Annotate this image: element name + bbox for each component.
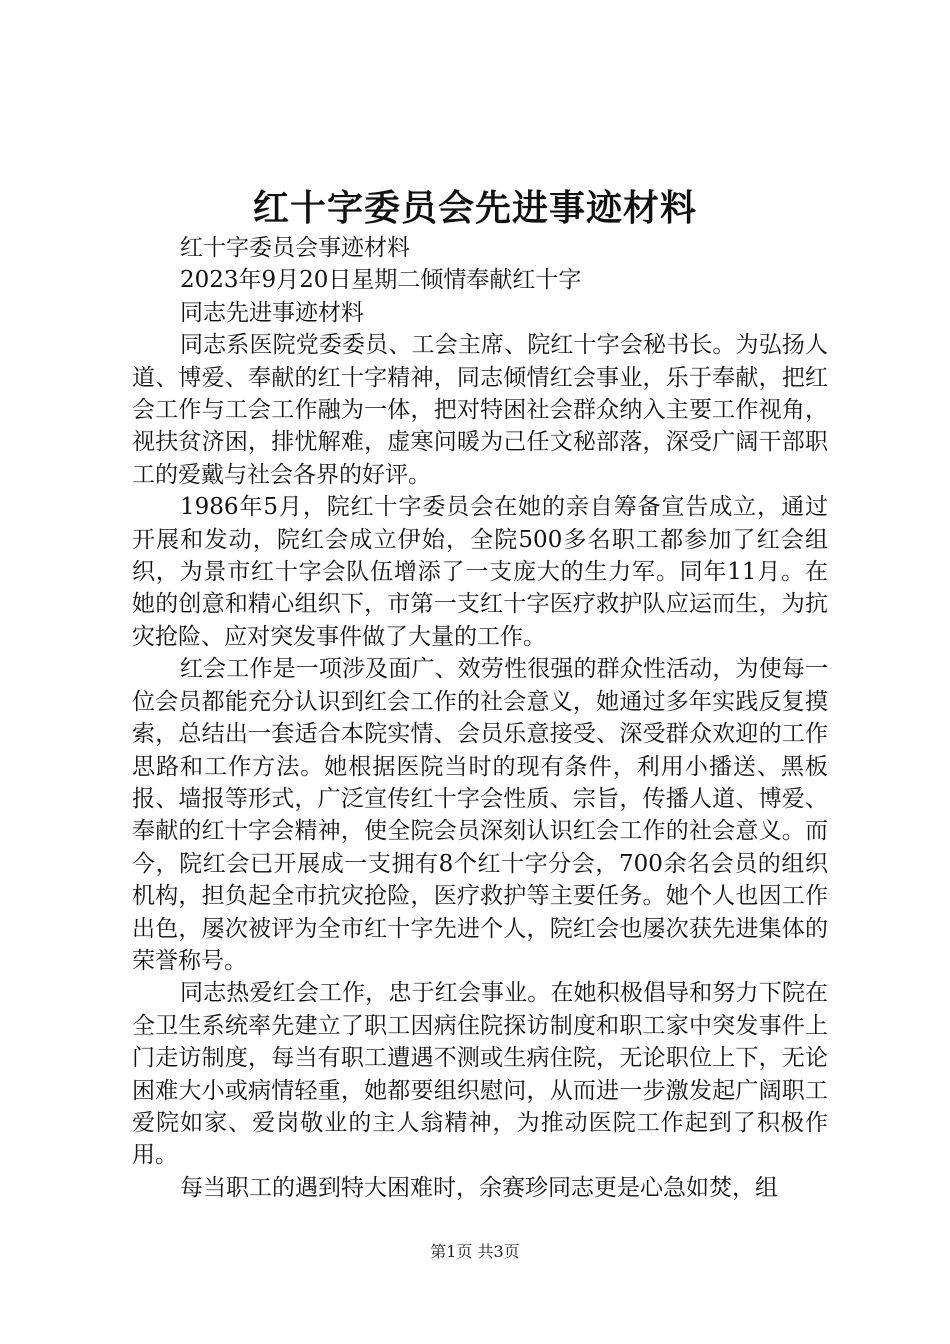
paragraph-2: 1986年5月，院红十字委员会在她的亲自筹备宣告成立，通过开展和发动，院红会成立伊始，全院500多名职工都参加了红会组织，为景市红十字会队伍增添了一支庞大的生力军。同年11月。在她的创意和精心组织下，市第一支红十字医疗救护队应运而生，为抗灾抢险、应对突发事件做了大量的工作。 <box>132 494 828 650</box>
paragraph-1: 同志系医院党委委员、工会主席、院红十字会秘书长。为弘扬人道、博爱、奉献的红十字精神，同志倾情红会事业，乐于奉献，把红会工作与工会工作融为一体，把对特困社会群众纳入主要工作视角，视扶贫济困，排忧解难，虚寒问暖为己任文秘部落，深受广阔干部职工的爱戴与社会各界的好评。 <box>132 332 828 488</box>
page-footer: 第1页 共3页 <box>430 1242 520 1261</box>
header-line-2: 2023年9月20日星期二倾情奉献红十字 <box>180 267 582 294</box>
document-body <box>132 232 828 1204</box>
paragraph-4: 同志热爱红会工作，忠于红会事业。在她积极倡导和努力下院在全卫生系统率先建立了职工因病住院探访制度和职工家中突发事件上门走访制度，每当有职工遭遇不测或生病住院，无论职位上下，无论困难大小或病情轻重，她都要组织慰问，从而进一步激发起广阔职工爱院如家、爱岗敬业的主人翁精神，为推动医院工作起到了积极作用。 <box>132 980 828 1169</box>
paragraph-5: 每当职工的遇到特大困难时，余赛珍同志更是心急如焚，组 <box>180 1174 778 1201</box>
document-title: 红十字委员会先进事迹材料 <box>252 187 697 229</box>
header-line-3: 同志先进事迹材料 <box>180 299 364 326</box>
paragraph-3: 红会工作是一项涉及面广、效劳性很强的群众性活动，为使每一位会员都能充分认识到红会工作的社会意义，她通过多年实践反复摸索，总结出一套适合本院实情、会员乐意接受、深受群众欢迎的工作思路和工作方法。她根据医院当时的现有条件，利用小播送、黑板报、墙报等形式，广泛宣传红十字会性质、宗旨，传播人道、博爱、奉献的红十字会精神，使全院会员深刻认识红会工作的社会意义。而今，院红会已开展成一支拥有8个红十字分会，700余名会员的组织机构，担负起全市抗灾抢险，医疗救护等主要任务。她个人也因工作出色，屡次被评为全市红十字先进个人，院红会也屡次获先进集体的荣誉称号。 <box>132 656 828 974</box>
header-line-1: 红十字委员会事迹材料 <box>180 235 410 261</box>
